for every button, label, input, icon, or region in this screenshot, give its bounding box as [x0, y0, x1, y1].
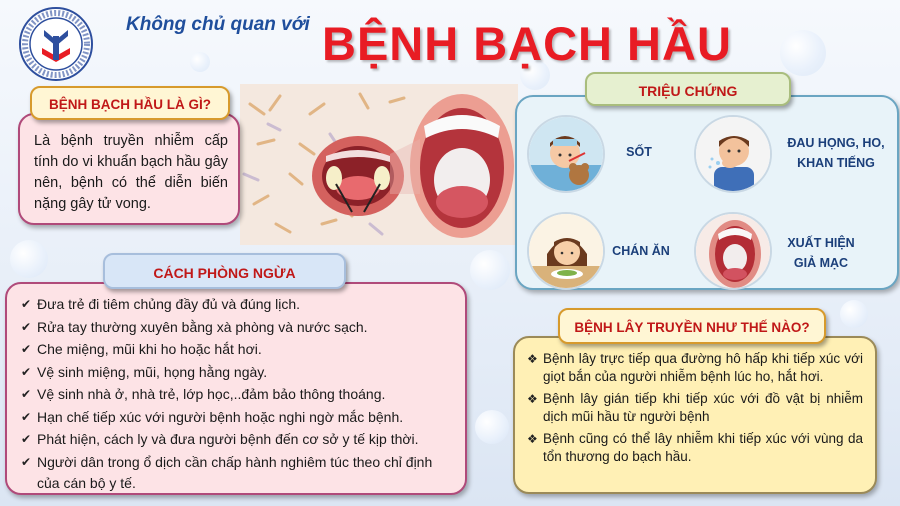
- prevention-heading: CÁCH PHÒNG NGỪA: [103, 253, 346, 289]
- list-item: ✔ Che miệng, mũi khi ho hoặc hắt hơi.: [21, 339, 455, 360]
- prevention-box: [5, 282, 467, 495]
- diamond-bullet-icon: ❖: [527, 432, 538, 446]
- checkmark-icon: ✔: [21, 454, 32, 469]
- definition-text: Là bệnh truyền nhiễm cấp tính do vi khuẩn bạch hầu gây nên, bệnh có thể diễn biến nặng gây tử vong.: [34, 133, 228, 212]
- symptom-fever-label: SỐT: [626, 145, 652, 159]
- hospital-logo: [18, 6, 94, 82]
- header-subtitle: Không chủ quan với: [126, 14, 310, 35]
- list-item: ❖ Bệnh lây gián tiếp khi tiếp xúc với đồ vật bị nhiễm dịch mũi hầu từ người bệnh: [527, 391, 863, 424]
- list-item: ✔ Vệ sinh nhà ở, nhà trẻ, lớp học,..đảm bảo thông thoáng.: [21, 384, 455, 405]
- checkmark-icon: ✔: [21, 387, 32, 401]
- transmission-box: [513, 336, 877, 494]
- list-item: ✔ Đưa trẻ đi tiêm chủng đầy đủ và đúng lịch.: [21, 294, 455, 315]
- symptoms-box: [515, 95, 899, 290]
- transmission-heading: BỆNH LÂY TRUYỀN NHƯ THẾ NÀO?: [558, 308, 826, 344]
- sore-throat-icon: [694, 115, 772, 193]
- checkmark-icon: ✔: [21, 319, 32, 334]
- page-title: BỆNH BẠCH HẦU: [322, 17, 732, 70]
- pseudomembrane-throat-icon: [694, 212, 772, 290]
- loss-of-appetite-icon: [527, 212, 605, 290]
- transmission-list: [527, 350, 863, 466]
- symptoms-heading: TRIỆU CHỨNG: [585, 72, 791, 106]
- symptom-appetite-label: CHÁN ĂN: [612, 244, 670, 258]
- list-item: ✔ Phát hiện, cách ly và đưa người bệnh đến cơ sở y tế kịp thời.: [21, 429, 455, 450]
- throat-illustration: [240, 84, 518, 245]
- checkmark-icon: ✔: [21, 432, 32, 446]
- list-item: ❖ Bệnh lây trực tiếp qua đường hô hấp khi tiếp xúc với giọt bắn của người nhiễm bệnh lúc ho, hắt hơi.: [527, 351, 863, 384]
- list-item: ✔ Người dân trong ổ dịch cần chấp hành nghiêm túc theo chỉ định của cán bộ y tế.: [21, 453, 433, 491]
- definition-box: [18, 113, 240, 225]
- checkmark-icon: ✔: [21, 342, 32, 356]
- checkmark-icon: ✔: [21, 297, 32, 311]
- list-item: ✔ Vệ sinh miệng, mũi, họng hằng ngày.: [21, 362, 455, 383]
- checkmark-icon: ✔: [21, 409, 32, 424]
- list-item: ✔ Rửa tay thường xuyên bằng xà phòng và nước sạch.: [21, 317, 455, 338]
- fever-child-icon: [527, 115, 605, 193]
- diamond-bullet-icon: ❖: [527, 352, 538, 366]
- prevention-list: [21, 294, 455, 494]
- list-item: ❖ Bệnh cũng có thể lây nhiễm khi tiếp xúc với vùng da tổn thương do bạch hầu.: [527, 431, 863, 464]
- symptom-sore-throat-label: ĐAU HỌNG, HO, KHAN TIẾNG: [787, 136, 885, 170]
- symptom-pseudomembrane-label: XUẤT HIỆN GIẢ MẠC: [787, 236, 855, 270]
- definition-heading: BỆNH BẠCH HẦU LÀ GÌ?: [30, 86, 230, 120]
- list-item: ✔ Hạn chế tiếp xúc với người bệnh hoặc nghi ngờ mắc bệnh.: [21, 407, 455, 428]
- diamond-bullet-icon: ❖: [527, 392, 538, 406]
- checkmark-icon: ✔: [21, 364, 32, 379]
